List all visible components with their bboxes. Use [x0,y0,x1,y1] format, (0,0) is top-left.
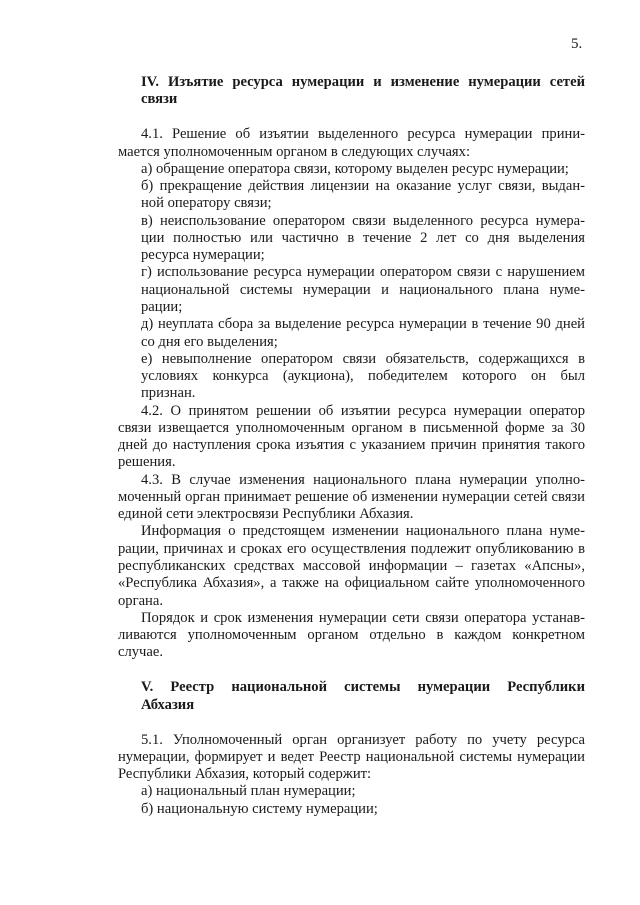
list-item: е) невыполнение оператором связи обязательств, содержащихся в [141,350,585,367]
text-line: 4.1. Решение об изъятии выделенного ресурса нумерации прини- [141,126,585,143]
list-item: ресурса нумерации; [141,247,265,264]
text-line: решения. [118,454,176,471]
list-item: а) обращение оператора связи, которому выделен ресурс нумерации; [141,160,569,177]
list-item: национальной системы нумерации и национального плана нуме- [141,281,585,298]
section-heading: V. Реестр национальной системы нумерации Республики [141,679,585,696]
text-line: «Республика Абхазия», а также на официальном сайте уполномоченного [118,575,585,592]
spacer [118,109,585,127]
list-item: со дня его выделения; [141,333,278,350]
list-item: признан. [141,385,196,402]
text-line: мается уполномоченным органом в следующих случаях: [118,143,470,160]
section-heading: IV. Изъятие ресурса нумерации и изменение нумерации сетей [141,74,585,90]
text-line: нумерации, формирует и ведет Реестр национальной системы нумерации [118,748,585,765]
text-line: 5.1. Уполномоченный орган организует работу по учету ресурса [141,731,585,748]
text-line: 4.3. В случае изменения национального плана нумерации уполно- [141,471,585,488]
text-line: связи извещается уполномоченным органом в письменной форме за 30 [118,419,585,436]
spacer [118,662,585,680]
section-5 [118,679,585,818]
text-line: ливаются уполномоченным органом отдельно в каждом конкретном [118,627,585,644]
section-heading: связи [141,91,178,108]
text-line: республиканских средствах массовой информации – газетах «Апсны», [118,557,585,574]
text-line: единой сети электросвязи Республики Абхазия. [118,506,414,523]
section-4 [118,74,585,662]
list-item: ции полностью или частично в течение 2 лет со дня выделения [141,229,585,246]
text-line: 4.2. О принятом решении об изъятии ресурса нумерации оператор [141,402,585,419]
text-line: моченный орган принимает решение об изменении нумерации сетей связи [118,488,585,505]
text-line: рации, причинах и сроках его осуществления подлежит опубликованию в [118,540,585,557]
list-item: д) неуплата сбора за выделение ресурса нумерации в течение 90 дней [141,316,585,333]
list-item: рации; [141,298,183,315]
document-body [118,74,585,818]
list-item: в) неиспользование оператором связи выделенного ресурса нумера- [141,212,585,229]
text-line: случае. [118,644,163,661]
text-line: Республики Абхазия, который содержит: [118,766,372,783]
spacer [118,714,585,732]
text-line: Порядок и срок изменения нумерации сети связи оператора устанав- [141,609,585,626]
text-line: органа. [118,592,163,609]
section-heading: Абхазия [141,696,195,713]
text-line: дней до наступления срока изъятия с указанием причин принятия такого [118,437,585,454]
list-item: условиях конкурса (аукциона), победителем которого он был [141,368,585,385]
list-item: а) национальный план нумерации; [141,783,356,800]
list-item: б) прекращение действия лицензии на оказание услуг связи, выдан- [141,178,585,195]
list-item: г) использование ресурса нумерации оператором связи с нарушением [141,264,585,281]
list-item: ной оператору связи; [141,195,272,212]
page-number: 5. [571,36,583,52]
text-line: Информация о предстоящем изменении национального плана нуме- [141,523,585,540]
list-item: б) национальную систему нумерации; [141,800,378,817]
